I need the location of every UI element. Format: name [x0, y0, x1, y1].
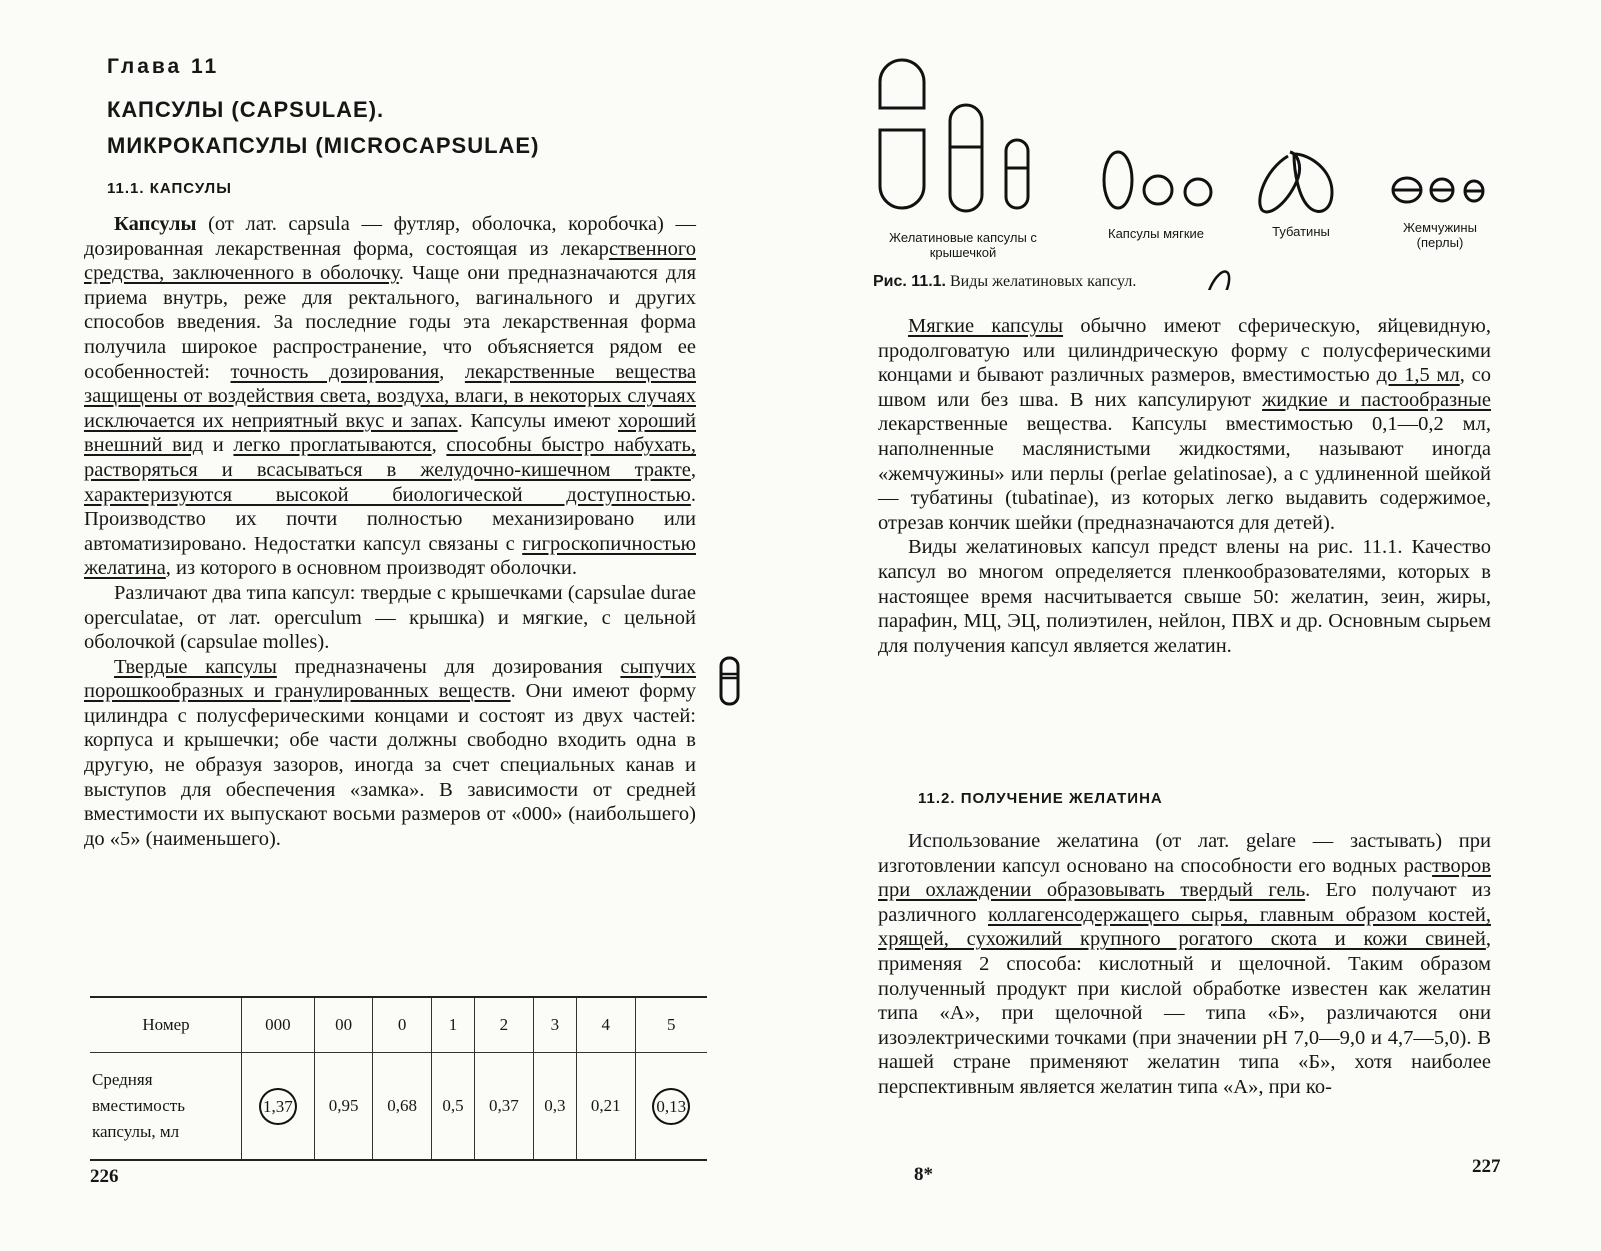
chapter-title [107, 92, 539, 164]
medium-hard-capsule-drawing [950, 105, 982, 211]
table-size-cell: 5 [635, 997, 707, 1053]
left-page [0, 0, 780, 1251]
small-hard-capsule-drawing [1006, 140, 1028, 208]
table-size-cell: 4 [577, 997, 636, 1053]
chapter-title-line-1: КАПСУЛЫ (CAPSULAE). [107, 97, 385, 122]
right-body-text-bottom [878, 829, 1491, 1100]
table-size-cell: 3 [533, 997, 576, 1053]
figure-caption-text: Виды желатиновых капсул. [950, 273, 1137, 290]
chapter-title-line-2: МИКРОКАПСУЛЫ (MICROCAPSULAE) [107, 133, 540, 158]
table-row-label: Средняя вместимость капсулы, мл [90, 1053, 242, 1161]
page-number-right: 227 [1472, 1156, 1501, 1177]
table-value-cell: 0,37 [475, 1053, 534, 1161]
page-number-left: 226 [90, 1166, 119, 1187]
left-body-text [84, 212, 696, 851]
capsule-size-table [90, 996, 707, 1161]
table-header-label: Номер [90, 997, 242, 1053]
paragraph-gelatin-production: Использование желатина (от лат. gelare — застывать) при изготовлении капсул основано на способности его водных растворов при охлаждении образовывать твердый гель. Его получают из различного коллагенсодержащего сырья, главным образом костей, хрящей, сухожилий крупного рогатого скота и кожи свиней, применяя 2 способа: кислотный и щелочной. Таким образом полученный продукт при кислой обработке известен как желатин типа «А», при щелочной — типа «Б», различаются они изоэлектрическими точками (при значении pH 7,0—9,0 и 4,7—5,0). В нашей стране применяют желатин типа «Б», хотя наиболее перспективным является желатин типа «А», при ко- [878, 830, 1491, 1098]
table-value-cell [635, 1053, 707, 1161]
table-value-cell: 0,68 [373, 1053, 432, 1161]
paragraph-hard-capsules: Твердые капсулы предназначены для дозирования сыпучих порошкообразных и гранулированных веществ. Они имеют форму цилиндра с полусферическими концами и состоят из двух частей: корпуса и крышечки; обе части должны свободно входить одна в другую, не образуя зазоров, иногда за счет специальных канав и выступов для обеспечения «замка». В зависимости от средней вместимости их выпускают восьми размеров от «000» (наибольшего) до «5» (наименьшего). [84, 655, 697, 850]
chapter-number: Глава 11 [107, 55, 220, 78]
figure-caption [873, 273, 1136, 291]
handwritten-capsule-sketch [718, 656, 742, 708]
table-value-cell [242, 1053, 315, 1161]
figure-caption-label: Рис. 11.1. [873, 273, 946, 290]
table-size-cell: 2 [475, 997, 534, 1053]
soft-capsules-drawing [1104, 152, 1211, 208]
table-size-cell: 0 [373, 997, 432, 1053]
figure-label-hard-capsules: Желатиновые капсулы с крышечкой [889, 230, 1037, 260]
table-size-cell: 000 [242, 997, 315, 1053]
paragraph-soft-capsules: Мягкие капсулы обычно имеют сферическую, яйцевидную, продолговатую или цилиндрическую форму с полусферическими концами и бывают различных размеров, вместимостью до 1,5 мл, со швом или без шва. В них капсулируют жидкие и пастообразные лекарственные вещества. Капсулы вместимостью 0,1—0,2 мл, наполненные маслянистыми жидкостями, называют иногда «жемчужины» или перлы (perlae gelatinosae), а с удлиненной шейкой — тубатины (tubatinae), из которых легко выдавить содержимое, отрезав кончик шейки (предназначаются для детей). [878, 315, 1492, 534]
table-value-cell: 0,95 [314, 1053, 373, 1161]
section-heading-capsules: 11.1. КАПСУЛЫ [107, 180, 232, 197]
paragraph-capsules-definition: Капсулы (от лат. capsula — футляр, оболочка, коробочка) — дозированная лекарственная форма, состоящая из лекарственного средства, заключенного в оболочку. Чаще они предназначаются для приема внутрь, реже для ректального, вагинального и других способов введения. За последние годы эта лекарственная форма получила широкое распространение, что объясняется рядом ее особенностей: точность дозирования, лекарственные вещества защищены от воздействия света, воздуха, влаги, в некоторых случаях исключается их неприятный вкус и запах. Капсулы имеют хороший внешний вид и легко проглатываются, способны быстро набухать, растворяться и всасываться в желудочно-кишечном тракте, характеризуются высокой биологической доступностью. Производство их почти полностью механизировано или автоматизировано. Недостатки капсул связаны с гигроскопичностью желатина, из которого в основном производят оболочки. [84, 213, 696, 580]
circled-value: 1,37 [259, 1088, 297, 1125]
circled-value: 0,13 [652, 1088, 690, 1125]
signature-mark: 8* [914, 1164, 933, 1185]
table-header-row [90, 997, 707, 1053]
table-row [90, 1053, 707, 1161]
section-heading-gelatin: 11.2. ПОЛУЧЕНИЕ ЖЕЛАТИНА [918, 790, 1163, 807]
pearls-drawing [1393, 178, 1483, 202]
figure-label-tubatins: Тубатины [1272, 224, 1330, 239]
right-page [800, 0, 1601, 1251]
right-body-text-top [878, 314, 1491, 658]
figure-label-soft-capsules: Капсулы мягкие [1108, 226, 1204, 241]
table-value-cell: 0,5 [431, 1053, 474, 1161]
table-value-cell: 0,21 [577, 1053, 636, 1161]
tubatins-drawing [1260, 152, 1332, 212]
table-size-cell: 1 [431, 997, 474, 1053]
paragraph-capsule-types: Различают два типа капсул: твердые с крышечками (capsulae durae operculatae, от лат. operculum — крышка) и мягкие, с цельной оболочкой (capsulae molles). [84, 581, 696, 654]
large-hard-capsule-drawing [880, 60, 924, 208]
figure-label-pearls: Жемчужины (перлы) [1403, 220, 1477, 250]
paragraph-film-formers: Виды желатиновых капсул предст влены на рис. 11.1. Качество капсул во многом определяется пленкообразователями, которых в настоящее время насчитывается свыше 50: желатин, зеин, жиры, парафин, МЦ, ЭЦ, полиэтилен, нейлон, ПВХ и др. Основным сырьем для получения капсул является желатин. [878, 536, 1491, 657]
table-value-cell: 0,3 [533, 1053, 576, 1161]
table-size-cell: 00 [314, 997, 373, 1053]
